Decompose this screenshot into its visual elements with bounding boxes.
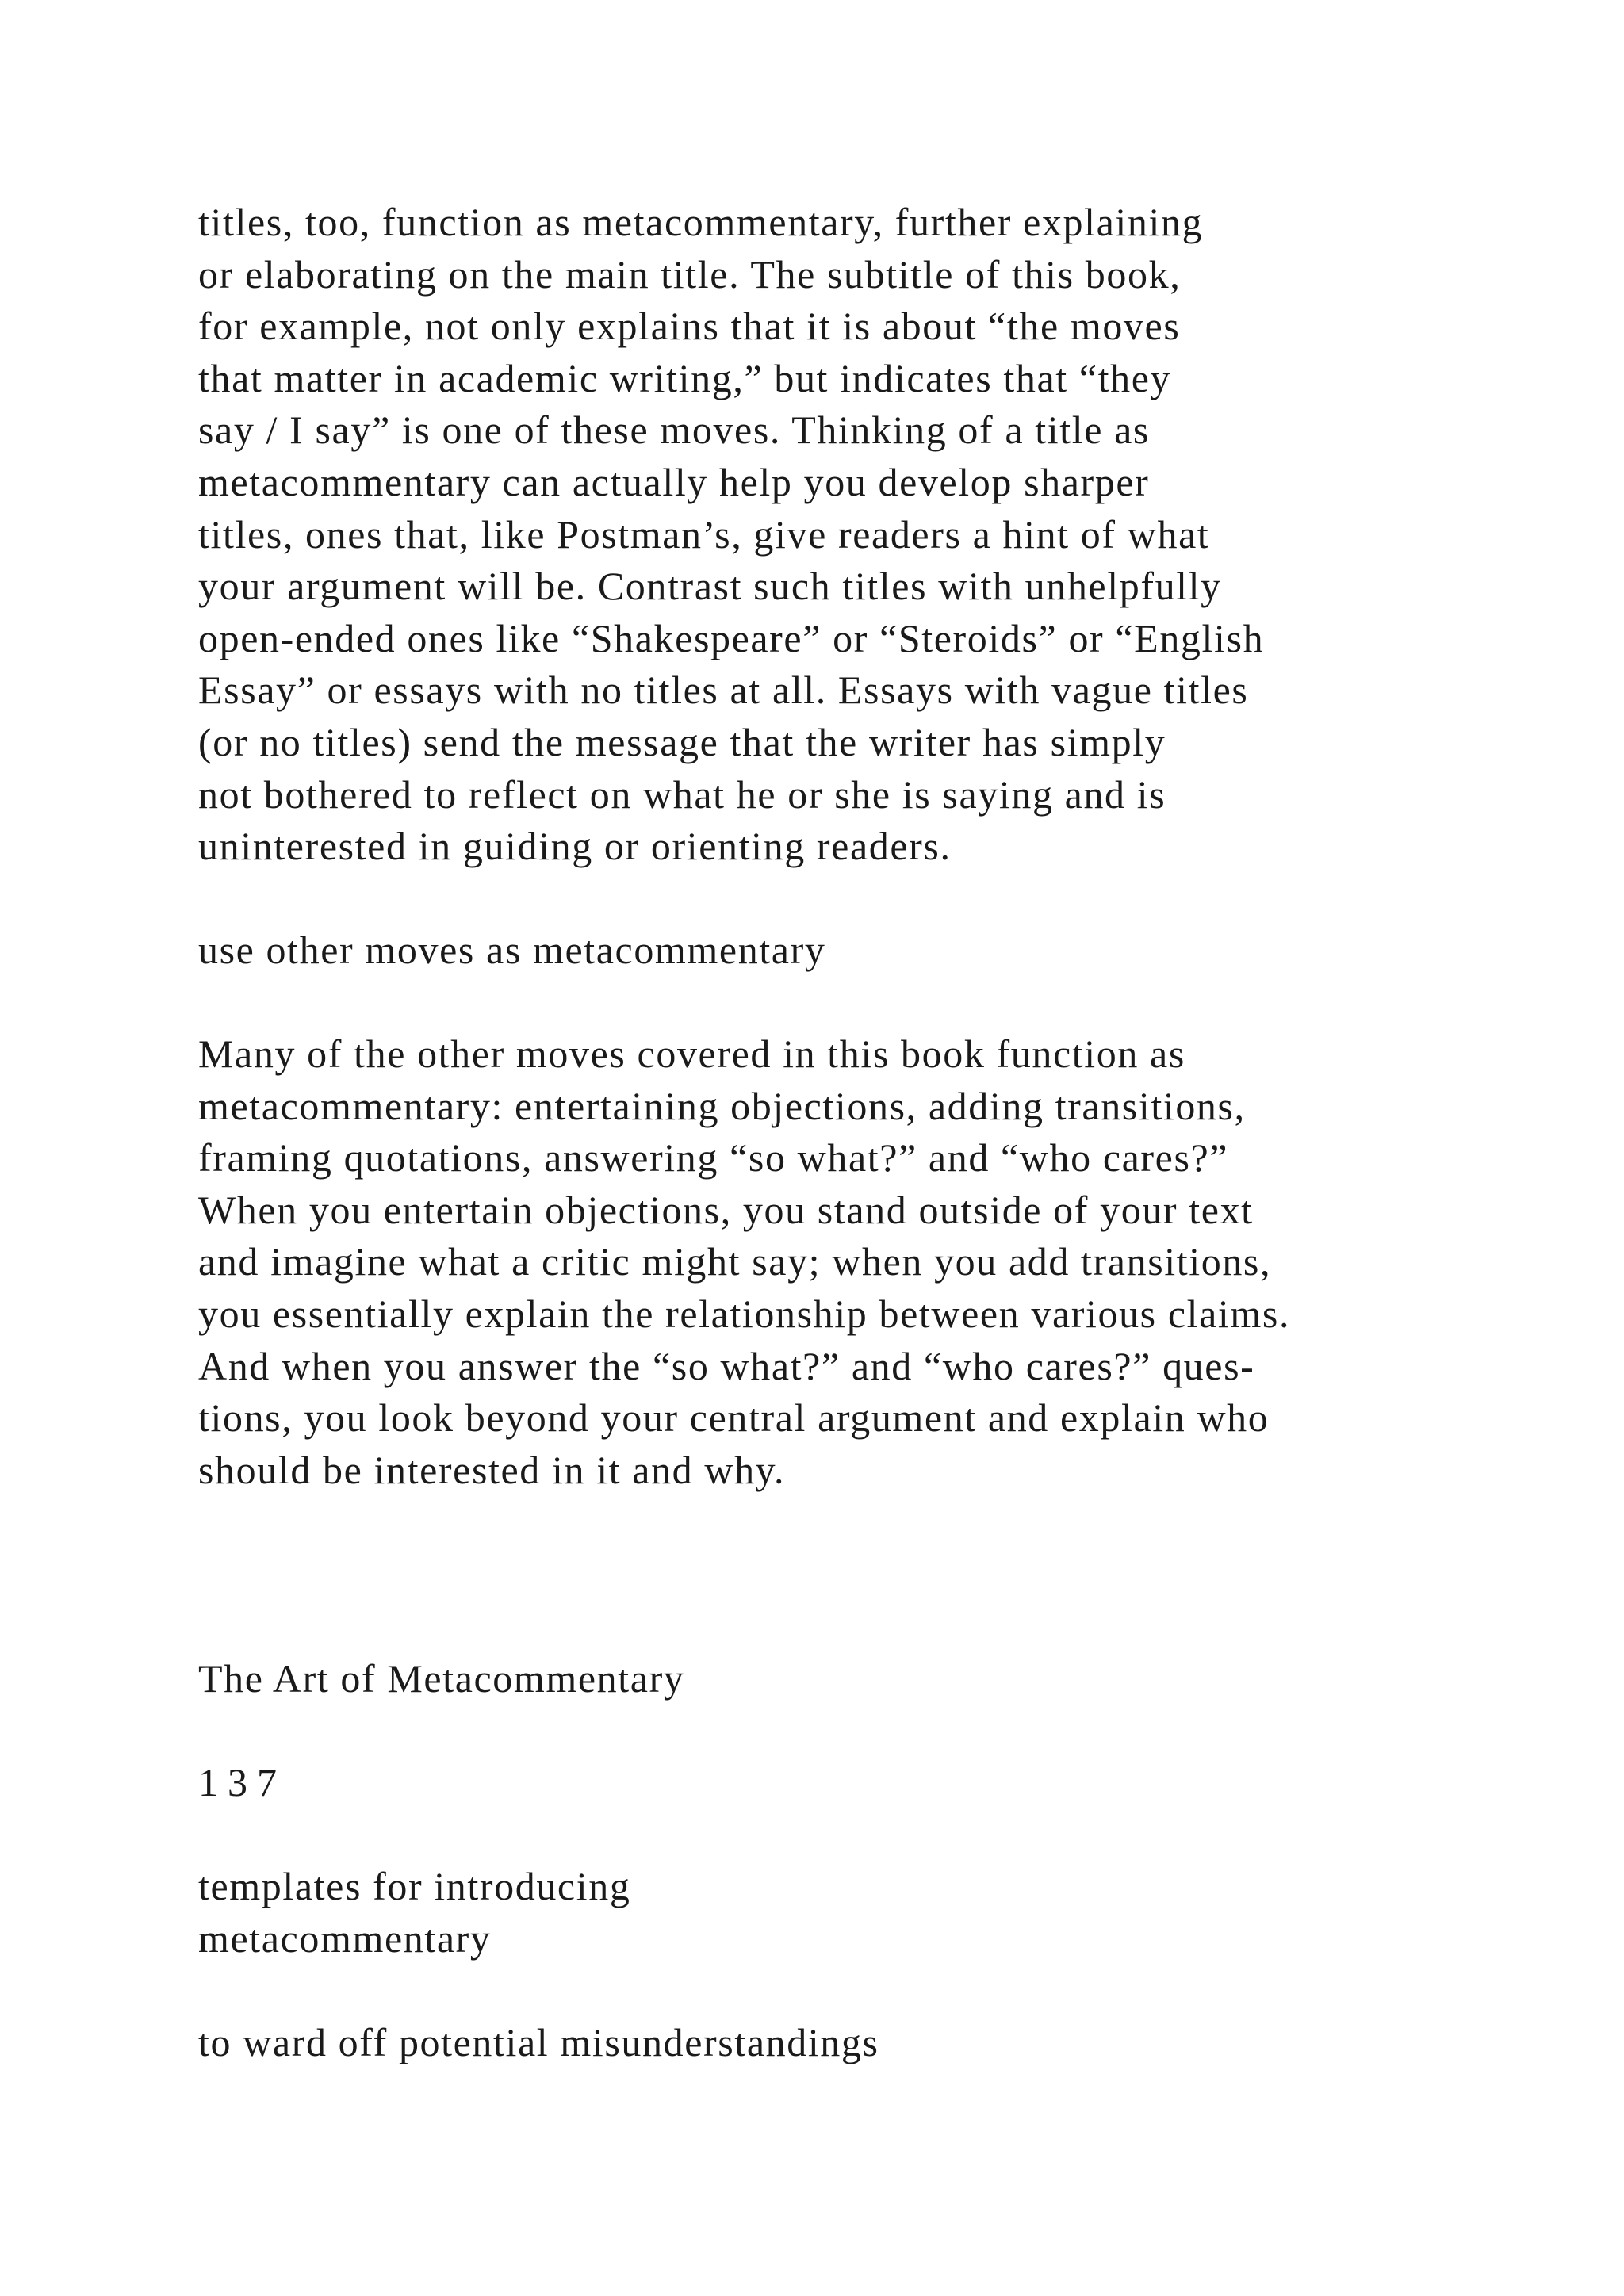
paragraph-other-moves: Many of the other moves covered in this book function as metacommentary: entertaining objections, adding transitions, framing quotations, answering “so what?” and “who cares?” When you entertain objections, you stand outside of your text and imagine what a critic might say; when you add transitions, you essentially explain the relationship between various claims. And when you answer the “so what?” and “who cares?” ques- tions, you look beyond your central argument and explain who should be interested in it and why. [198, 1031, 1291, 1492]
paragraph-metacommentary-titles: titles, too, function as metacommentary, further explaining or elaborating on the main title. The subtitle of this book, for example, not only explains that it is about “the moves that matter in academic writing,” but indicates that “they say / I say” is one of these moves. Thinking of a title as metacommentary can actually help you develop sharper titles, ones that, like Postman’s, give readers a hint of what your argument will be. Contrast such titles with unhelpfully open-ended ones like “Shakespeare” or “Steroids” or “English Essay” or essays with no titles at all. Essays with vague titles (or no titles) send the message that the writer has simply not bothered to reflect on what he or she is saying and is uninterested in guiding or orienting readers. [198, 200, 1265, 869]
section-heading-other-moves: use other moves as metacommentary [198, 928, 826, 972]
section-heading-templates: templates for introducing metacommentary [198, 1864, 631, 1961]
running-head: The Art of Metacommentary [198, 1656, 685, 1701]
page-number: 137 [198, 1760, 286, 1804]
document-page [198, 0, 1546, 2296]
subheading-ward-off: to ward off potential misunderstandings [198, 2020, 879, 2064]
